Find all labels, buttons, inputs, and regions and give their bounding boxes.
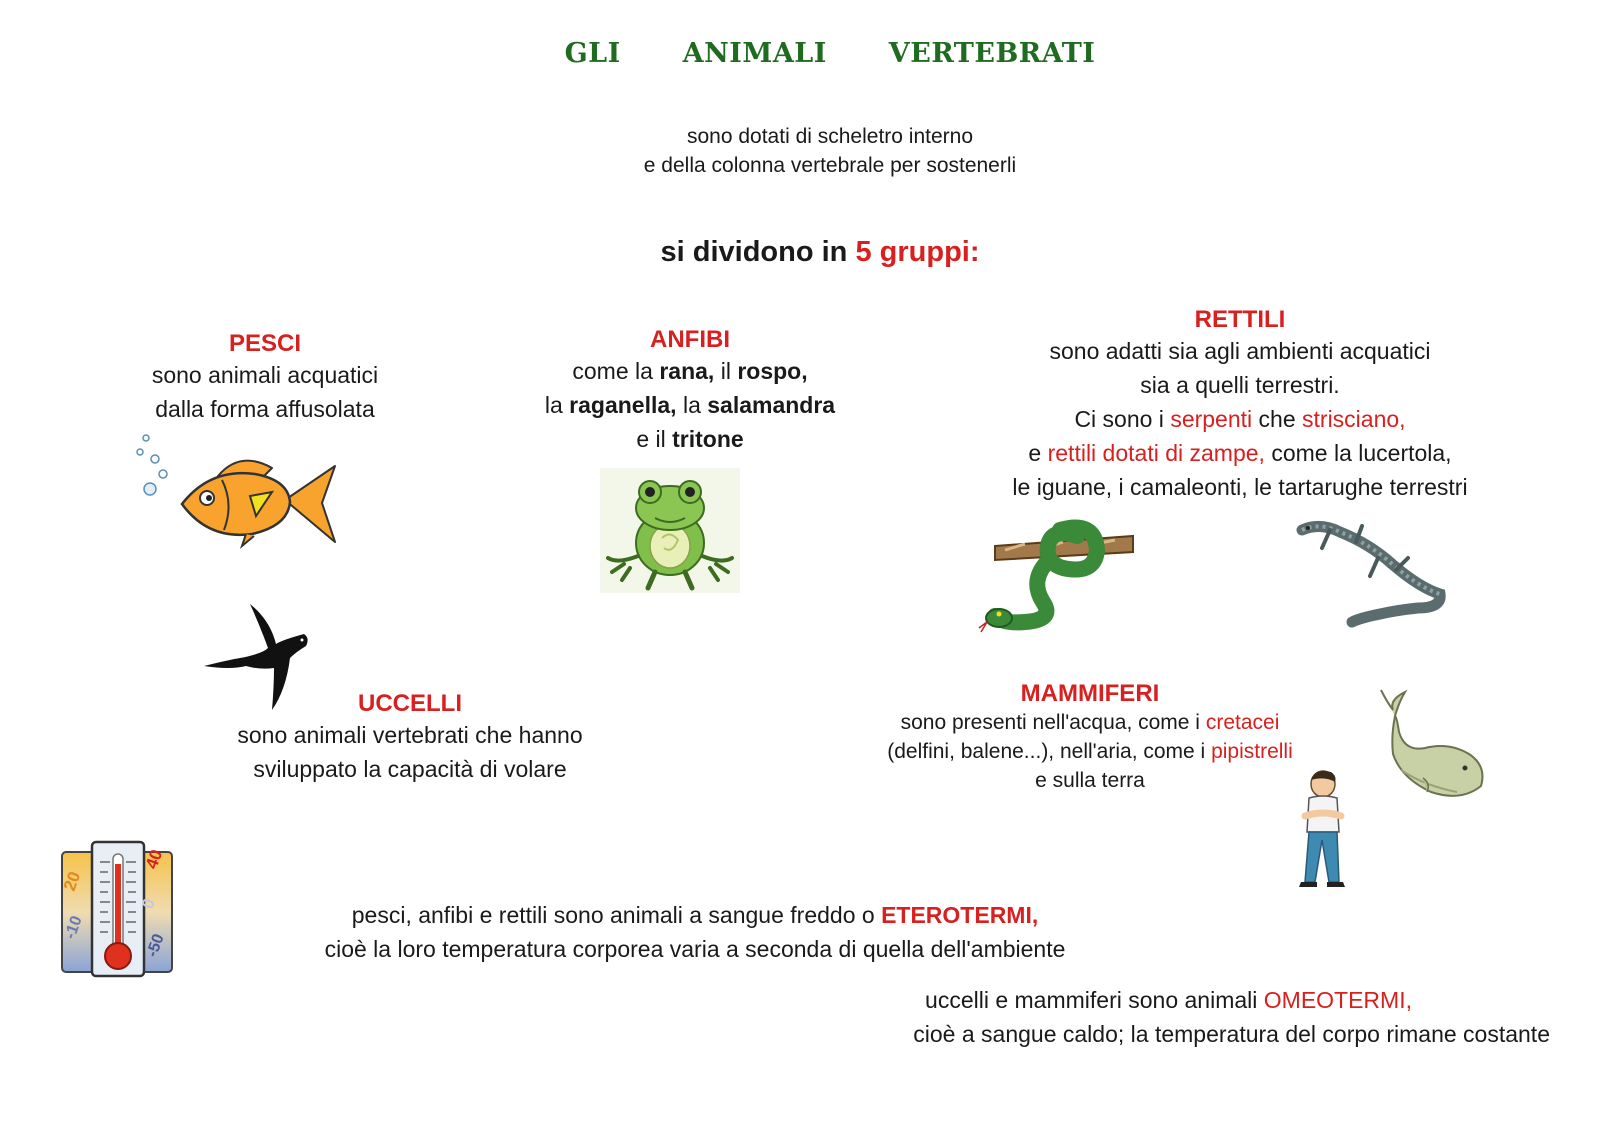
anfibi-rospo: rospo, xyxy=(737,358,808,384)
anfibi-line-3 xyxy=(480,422,900,456)
title-word-animali: ANIMALI xyxy=(682,38,827,69)
eterotermi-term: ETEROTERMI, xyxy=(881,902,1039,928)
anfibi-line-1 xyxy=(480,354,900,388)
rettili-text: che xyxy=(1258,406,1296,432)
pesci-line-1: sono animali acquatici xyxy=(151,362,379,388)
rettili-zampe: rettili dotati di zampe, xyxy=(1047,440,1265,466)
swallow-icon xyxy=(200,600,315,715)
rettili-line-4 xyxy=(940,436,1540,470)
fish-icon xyxy=(130,428,350,558)
mammiferi-pipistrelli: pipistrelli xyxy=(1211,740,1293,763)
anfibi-text: come la xyxy=(572,358,653,384)
rettili-text: come la lucertola, xyxy=(1271,440,1452,466)
mammiferi-title: MAMMIFERI xyxy=(1020,680,1160,707)
whale-icon xyxy=(1365,682,1490,802)
anfibi-line-2 xyxy=(480,388,900,422)
snake-icon xyxy=(985,520,1135,640)
mammiferi-text: (delfini, balene...), nell'aria, come i xyxy=(887,740,1206,763)
anfibi-text: la xyxy=(544,392,563,418)
subtitle-line-1: sono dotati di scheletro interno xyxy=(686,125,973,148)
rettili-line-2: sia a quelli terrestri. xyxy=(1140,372,1340,398)
rettili-strisciano: strisciano, xyxy=(1302,406,1406,432)
section-rettili xyxy=(940,306,1540,504)
thermo-label-40: 40 xyxy=(141,847,167,872)
subtitle-line-2: e della colonna vertebrale per sostenerli xyxy=(643,154,1017,177)
anfibi-raganella: raganella, xyxy=(569,392,677,418)
uccelli-title: UCCELLI xyxy=(358,690,462,717)
rettili-line-3 xyxy=(940,402,1540,436)
omeotermi-term: OMEOTERMI, xyxy=(1263,987,1412,1013)
subtitle xyxy=(560,122,1100,180)
thermo-label-0: 0 xyxy=(137,895,159,912)
thermometer-icon xyxy=(60,840,175,980)
uccelli-line-1: sono animali vertebrati che hanno xyxy=(237,722,583,748)
section-pesci xyxy=(100,330,430,426)
eterotermi-line-1 xyxy=(200,898,1190,932)
omeotermi-line-2: cioè a sangue caldo; la temperatura del corpo rimane costante xyxy=(913,1021,1550,1047)
groups-prefix: si dividono in xyxy=(660,236,848,268)
mammiferi-text: sono presenti nell'acqua, come i xyxy=(900,711,1200,734)
eterotermi-text: pesci, anfibi e rettili sono animali a sangue freddo o xyxy=(351,902,875,928)
mammiferi-line-2 xyxy=(830,737,1350,766)
rettili-text: Ci sono i xyxy=(1074,406,1164,432)
uccelli-line-2: sviluppato la capacità di volare xyxy=(253,756,567,782)
page-title xyxy=(0,38,1600,69)
title-word-gli: GLI xyxy=(564,38,621,69)
rettili-serpenti: serpenti xyxy=(1170,406,1253,432)
anfibi-title: ANFIBI xyxy=(650,326,730,353)
anfibi-salamandra: salamandra xyxy=(707,392,836,418)
section-mammiferi xyxy=(830,680,1350,795)
eterotermi-line-2: cioè la loro temperatura corporea varia a seconda di quella dell'ambiente xyxy=(324,936,1066,962)
rettili-text: e xyxy=(1028,440,1042,466)
mammiferi-cretacei: cretacei xyxy=(1205,711,1280,734)
section-anfibi xyxy=(480,326,900,456)
groups-highlight: 5 gruppi: xyxy=(855,236,980,268)
omeotermi-line-1 xyxy=(730,983,1550,1017)
anfibi-tritone: tritone xyxy=(672,426,744,452)
man-icon xyxy=(1295,770,1350,890)
mammiferi-line-3: e sulla terra xyxy=(1035,769,1145,792)
title-word-vertebrati: VERTEBRATI xyxy=(888,38,1096,69)
groups-heading xyxy=(520,236,1120,269)
thermo-label-minus-10: -10 xyxy=(61,913,86,942)
thermo-label-minus-50: -50 xyxy=(143,931,168,960)
lizard-icon xyxy=(1300,518,1450,628)
eterotermi-paragraph xyxy=(200,898,1190,966)
rettili-line-5: le iguane, i camaleonti, le tartarughe terrestri xyxy=(1012,474,1468,500)
rettili-title: RETTILI xyxy=(1194,306,1286,333)
anfibi-text: la xyxy=(682,392,701,418)
frog-icon xyxy=(600,468,740,593)
pesci-line-2: dalla forma affusolata xyxy=(155,396,375,422)
rettili-line-1: sono adatti sia agli ambienti acquatici xyxy=(1049,338,1431,364)
anfibi-text: il xyxy=(720,358,731,384)
omeotermi-text: uccelli e mammiferi sono animali xyxy=(925,987,1258,1013)
omeotermi-paragraph xyxy=(730,983,1550,1051)
anfibi-text: e il xyxy=(636,426,666,452)
mammiferi-line-1 xyxy=(830,708,1350,737)
pesci-title: PESCI xyxy=(228,330,302,357)
anfibi-rana: rana, xyxy=(659,358,715,384)
thermo-label-20: 20 xyxy=(59,869,85,894)
